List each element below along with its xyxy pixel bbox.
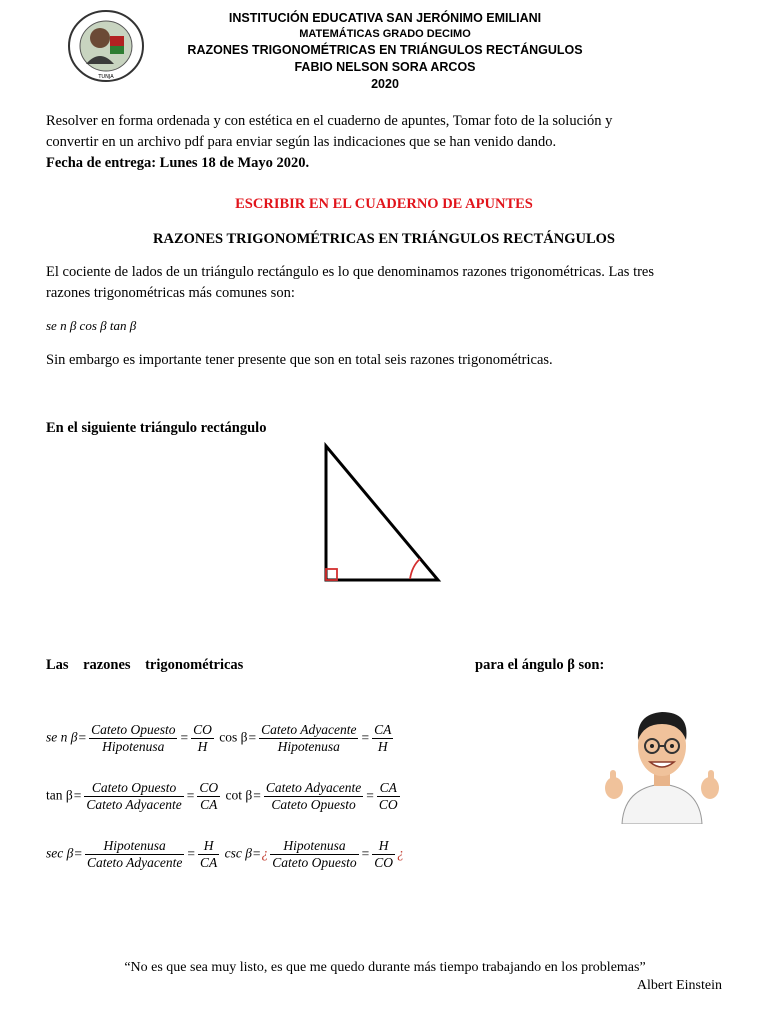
tan-label: tan β bbox=[46, 787, 73, 803]
instructions-line-1: Resolver en forma ordenada y con estética en el cuaderno de apuntes, Tomar foto de la solución y bbox=[46, 113, 613, 129]
document-header bbox=[170, 10, 600, 93]
cos-label: cos β bbox=[219, 729, 248, 745]
instructions-line-2: convertir en un archivo pdf para enviar según las indicaciones que se han venido dando. bbox=[46, 134, 557, 150]
six-ratios-note: Sin embargo es importante tener presente que son en total seis razones trigonométricas. bbox=[46, 352, 553, 368]
header-teacher: FABIO NELSON SORA ARCOS bbox=[294, 60, 476, 74]
beta-angle-mark bbox=[410, 559, 420, 579]
ratios-label-right: para el ángulo β son: bbox=[475, 657, 605, 673]
cot-label: cot β bbox=[225, 787, 253, 803]
ratios-label-left: Las razones trigonométricas bbox=[46, 657, 244, 673]
header-subject: MATEMÁTICAS GRADO DECIMO bbox=[299, 28, 471, 40]
header-topic: RAZONES TRIGONOMÉTRICAS EN TRIÁNGULOS RECTÁNGULOS bbox=[187, 43, 583, 57]
formula-sen-cos: se n β= $\frac{\text{Cateto Opuesto}}{\text{Hipotenusa}}$ = $\frac{CO}{H}$ cos β= $\frac{\text{Cateto Adyacente}}{\text{Hipotenusa}}$ = $\frac{CA}{H}$ bbox=[46, 722, 392, 754]
school-logo bbox=[66, 8, 146, 84]
triangle-shape bbox=[326, 446, 438, 580]
right-triangle-figure bbox=[318, 440, 444, 586]
sec-label: sec β bbox=[46, 845, 74, 861]
instructions bbox=[46, 111, 736, 174]
header-school: INSTITUCIÓN EDUCATIVA SAN JERÓNIMO EMILIANI bbox=[228, 11, 542, 25]
fraction-co-h: $\frac{\text{Cateto Opuesto}}{\text{Hipotenusa}}$ bbox=[91, 722, 176, 754]
sen-label: se n β bbox=[46, 729, 78, 745]
csc-label: csc β bbox=[224, 845, 252, 861]
red-heading: ESCRIBIR EN EL CUADERNO DE APUNTES bbox=[235, 196, 533, 212]
section-title: RAZONES TRIGONOMÉTRICAS EN TRIÁNGULOS RECTÁNGULOS bbox=[153, 231, 615, 247]
logo-bottom-text: TUNJA bbox=[98, 74, 114, 80]
teacher-avatar bbox=[600, 700, 724, 824]
right-angle-mark bbox=[326, 569, 337, 580]
formula-sec-csc: sec β= $\frac{\text{Hipotenusa}}{\text{Cateto Adyacente}}$ = $\frac{H}{CA}$ csc β=¿ $\frac{\text{Hipotenusa}}{\text{Cateto Opuesto}}$ = $\frac{H}{CO}$ ¿ bbox=[46, 838, 404, 870]
deadline: Fecha de entrega: Lunes 18 de Mayo 2020. bbox=[46, 155, 310, 171]
quote-author: Albert Einstein bbox=[636, 978, 722, 993]
quote-text: “No es que sea muy listo, es que me quedo durante más tiempo trabajando en los problemas” bbox=[124, 960, 646, 975]
common-ratios: se n β cos β tan β bbox=[46, 318, 137, 333]
intro-line-2: razones trigonométricas más comunes son: bbox=[46, 285, 295, 301]
intro-line-1: El cociente de lados de un triángulo rectángulo es lo que denominamos razones trigonométricas. Las tres bbox=[46, 264, 655, 280]
formula-tan-cot: tan β= $\frac{\text{Cateto Opuesto}}{\text{Cateto Adyacente}}$ = $\frac{CO}{CA}$ cot β= $\frac{\text{Cateto Adyacente}}{\text{Cateto Opuesto}}$ = $\frac{CA}{CO}$ bbox=[46, 780, 398, 812]
intro-paragraph bbox=[46, 262, 746, 304]
triangle-label: En el siguiente triángulo rectángulo bbox=[46, 420, 267, 436]
header-year: 2020 bbox=[371, 77, 399, 91]
